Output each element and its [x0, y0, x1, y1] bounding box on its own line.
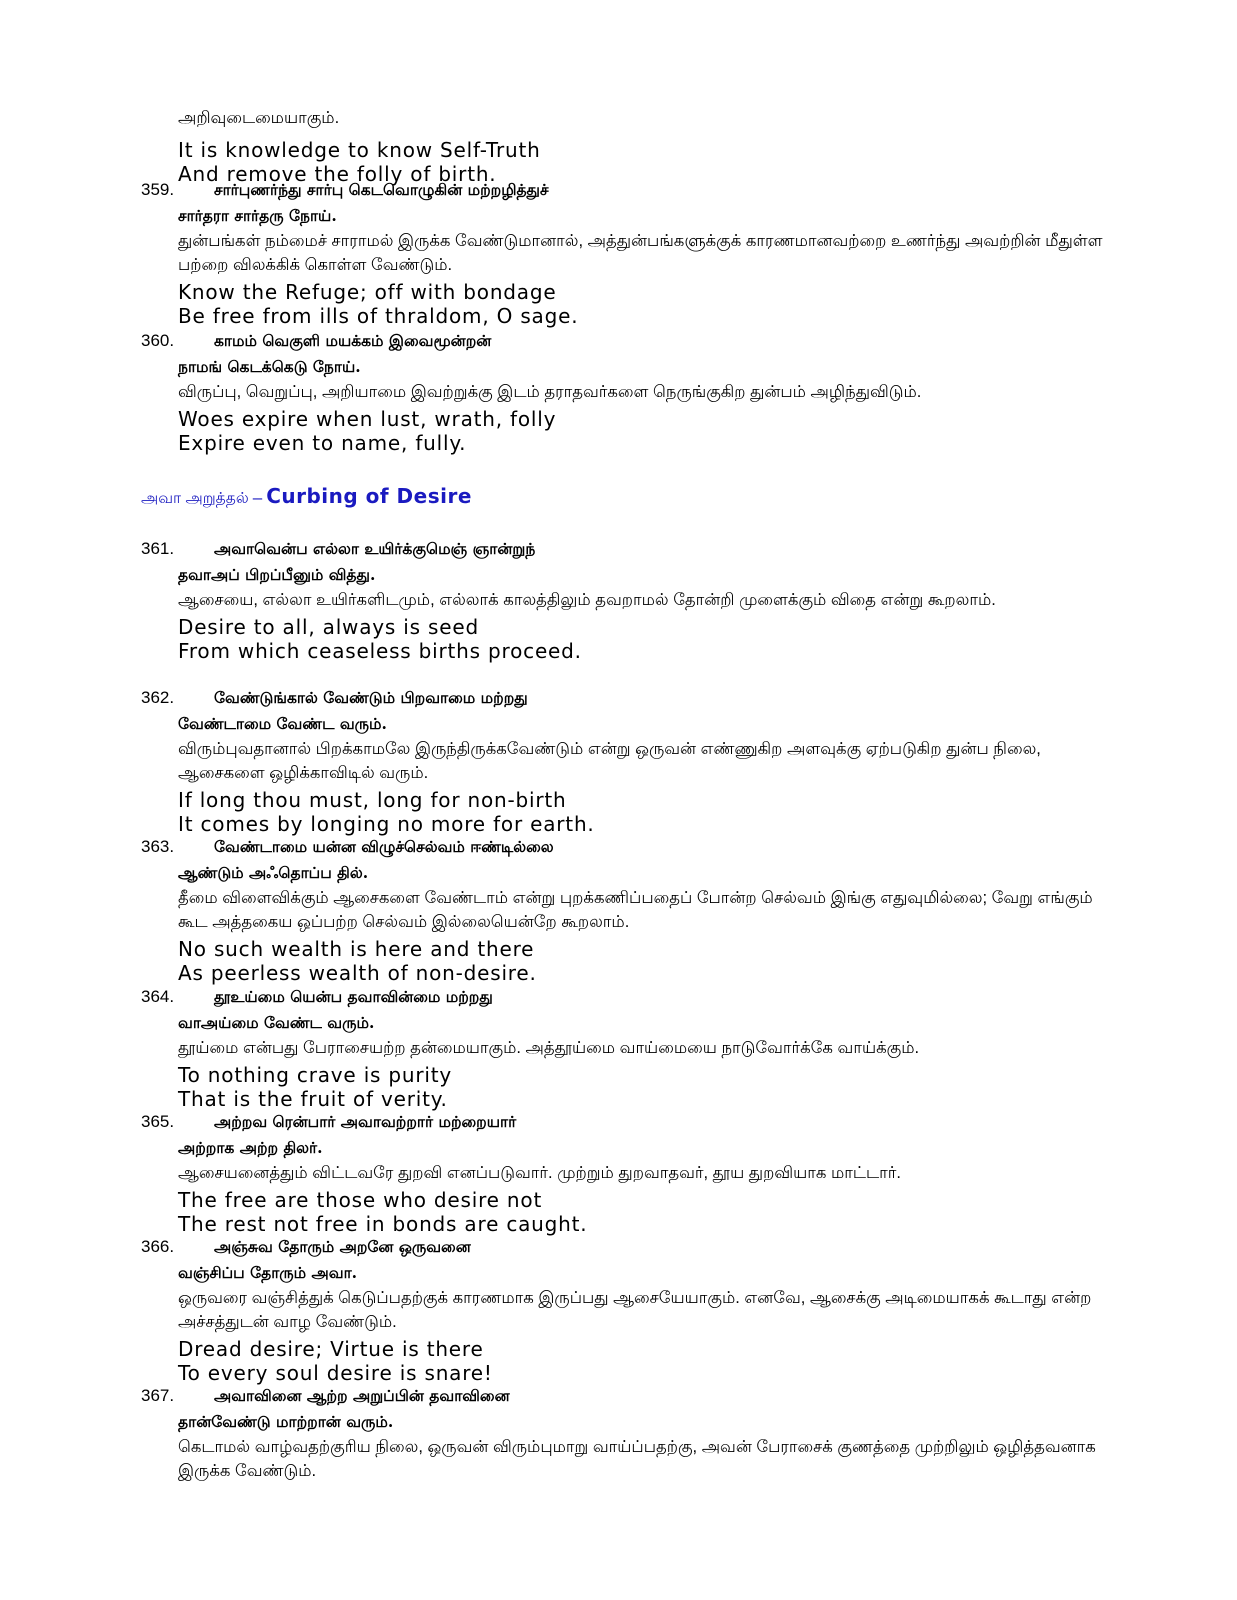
intro-english-line-1: It is knowledge to know Self-Truth [178, 138, 541, 162]
english-line-2: From which ceaseless births proceed. [178, 639, 582, 663]
tamil-explanation: ஆசையனைத்தும் விட்டவரே துறவி எனப்படுவார். முற்றும் துறவாதவர், தூய துறவியாக மாட்டார். [178, 1164, 902, 1182]
kural-number: 362. [141, 688, 175, 707]
kural-line-1: வேண்டுங்கால் வேண்டும் பிறவாமை மற்றது [214, 688, 528, 707]
kural-362 [141, 685, 1118, 836]
section-heading [141, 481, 472, 511]
intro-tamil: அறிவுடைமையாகும். [178, 109, 340, 127]
kural-line-1: அஞ்சுவ தோரும் அறனே ஒருவனை [214, 1237, 471, 1256]
english-line-2: As peerless wealth of non-desire. [178, 961, 537, 985]
tamil-explanation: விரும்புவதானால் பிறக்காமலே இருந்திருக்கவேண்டும் என்று ஒருவன் எண்ணுகிற அளவுக்கு ஏற்படுகிற துன்ப நிலை, ஆசைகளை ஒழிக்காவிடில் வரும். [178, 740, 1041, 782]
tamil-explanation: விருப்பு, வெறுப்பு, அறியாமை இவற்றுக்கு இடம் தராதவர்களை நெருங்குகிற துன்பம் அழிந்துவிடும். [178, 383, 922, 401]
tamil-explanation: துன்பங்கள் நம்மைச் சாராமல் இருக்க வேண்டுமானால், அத்துன்பங்களுக்குக் காரணமானவற்றை உணர்ந்து அவற்றின் மீதுள்ள பற்றை விலக்கிக் கொள்ள வேண்டும். [178, 232, 1103, 274]
english-line-1: Desire to all, always is seed [178, 615, 479, 639]
english-line-1: The free are those who desire not [178, 1188, 543, 1212]
tamil-explanation: ஆசையை, எல்லா உயிர்களிடமும், எல்லாக் காலத்திலும் தவறாமல் தோன்றி முளைக்கும் விதை என்று கூறலாம். [178, 591, 996, 609]
kural-365 [141, 1109, 1118, 1236]
kural-line-1: தூஉய்மை யென்ப தவாவின்மை மற்றது [214, 987, 493, 1006]
english-line-1: Know the Refuge; off with bondage [178, 280, 557, 304]
kural-367 [141, 1383, 1118, 1483]
kural-number: 366. [141, 1237, 175, 1256]
kural-number: 363. [141, 837, 175, 856]
kural-line-2: அற்றாக அற்ற திலர். [178, 1138, 323, 1157]
kural-number: 359. [141, 180, 175, 199]
kural-number: 365. [141, 1112, 175, 1131]
kural-366 [141, 1234, 1118, 1385]
kural-line-2: நாமங் கெடக்கெடு நோய். [178, 357, 361, 376]
tamil-explanation: ஒருவரை வஞ்சித்துக் கெடுப்பதற்குக் காரணமாக இருப்பது ஆசையேயாகும். எனவே, ஆசைக்கு அடிமையாகக் கூடாது என்ற அச்சத்துடன் வாழ வேண்டும். [178, 1289, 1092, 1331]
kural-line-2: தான்வேண்டு மாற்றான் வரும். [178, 1412, 394, 1431]
kural-364 [141, 984, 1118, 1111]
kural-line-1: வேண்டாமை யன்ன விழுச்செல்வம் ஈண்டில்லை [214, 837, 554, 856]
english-line-2: The rest not free in bonds are caught. [178, 1212, 588, 1236]
intro-block [178, 106, 1118, 186]
english-line-1: No such wealth is here and there [178, 937, 535, 961]
english-line-2: That is the fruit of verity. [178, 1087, 448, 1111]
kural-number: 364. [141, 987, 175, 1006]
english-line-2: Be free from ills of thraldom, O sage. [178, 304, 579, 328]
english-line-1: If long thou must, long for non-birth [178, 788, 567, 812]
kural-line-1: அவாவென்ப எல்லா உயிர்க்குமெஞ் ஞான்றுந் [214, 539, 536, 558]
section-heading-tamil: அவா அறுத்தல் [141, 490, 249, 507]
english-line-1: To nothing crave is purity [178, 1063, 453, 1087]
kural-360 [141, 328, 1118, 455]
english-line-1: Dread desire; Virtue is there [178, 1337, 484, 1361]
kural-359 [141, 177, 1118, 328]
kural-line-2: சார்தரா சார்தரு நோய். [178, 206, 337, 225]
kural-line-2: வேண்டாமை வேண்ட வரும். [178, 714, 387, 733]
kural-line-2: தவாஅப் பிறப்பீனும் வித்து. [178, 565, 376, 584]
english-line-2: It comes by longing no more for earth. [178, 812, 595, 836]
kural-line-2: ஆண்டும் அஃதொப்ப தில். [178, 863, 369, 882]
kural-line-1: அவாவினை ஆற்ற அறுப்பின் தவாவினை [214, 1386, 510, 1405]
kural-line-1: காமம் வெகுளி மயக்கம் இவைமூன்றன் [214, 331, 492, 350]
tamil-explanation: கெடாமல் வாழ்வதற்குரிய நிலை, ஒருவன் விரும்புமாறு வாய்ப்பதற்கு, அவன் பேராசைக் குணத்தை முற்றிலும் ஒழித்தவனாக இருக்க வேண்டும். [178, 1438, 1096, 1480]
english-line-1: Woes expire when lust, wrath, folly [178, 407, 557, 431]
english-line-2: Expire even to name, fully. [178, 431, 467, 455]
kural-line-2: வஞ்சிப்ப தோரும் அவா. [178, 1263, 358, 1282]
kural-line-1: அற்றவ ரென்பார் அவாவற்றார் மற்றையார் [214, 1112, 517, 1131]
intro-english-line-2: And remove the folly of birth. [178, 162, 497, 186]
tamil-explanation: தூய்மை என்பது பேராசையற்ற தன்மையாகும். அத்தூய்மை வாய்மையை நாடுவோர்க்கே வாய்க்கும். [178, 1039, 920, 1057]
kural-number: 361. [141, 539, 175, 558]
kural-line-1: சார்புணர்ந்து சார்பு கெடவொழுகின் மற்றழித்துச் [214, 180, 549, 199]
kural-number: 360. [141, 331, 175, 350]
kural-number: 367. [141, 1386, 175, 1405]
section-heading-dash: – [252, 488, 263, 507]
kural-line-2: வாஅய்மை வேண்ட வரும். [178, 1013, 375, 1032]
kural-363 [141, 834, 1118, 985]
tamil-explanation: தீமை விளைவிக்கும் ஆசைகளை வேண்டாம் என்று புறக்கணிப்பதைப் போன்ற செல்வம் இங்கு எதுவுமில்லை; வேறு எங்கும் கூட அத்தகைய ஒப்பற்ற செல்வம் இல்லையென்றே கூறலாம். [178, 889, 1093, 931]
section-heading-english: Curbing of Desire [266, 484, 472, 508]
english-line-2: To every soul desire is snare! [178, 1361, 493, 1385]
kural-361 [141, 536, 1118, 663]
